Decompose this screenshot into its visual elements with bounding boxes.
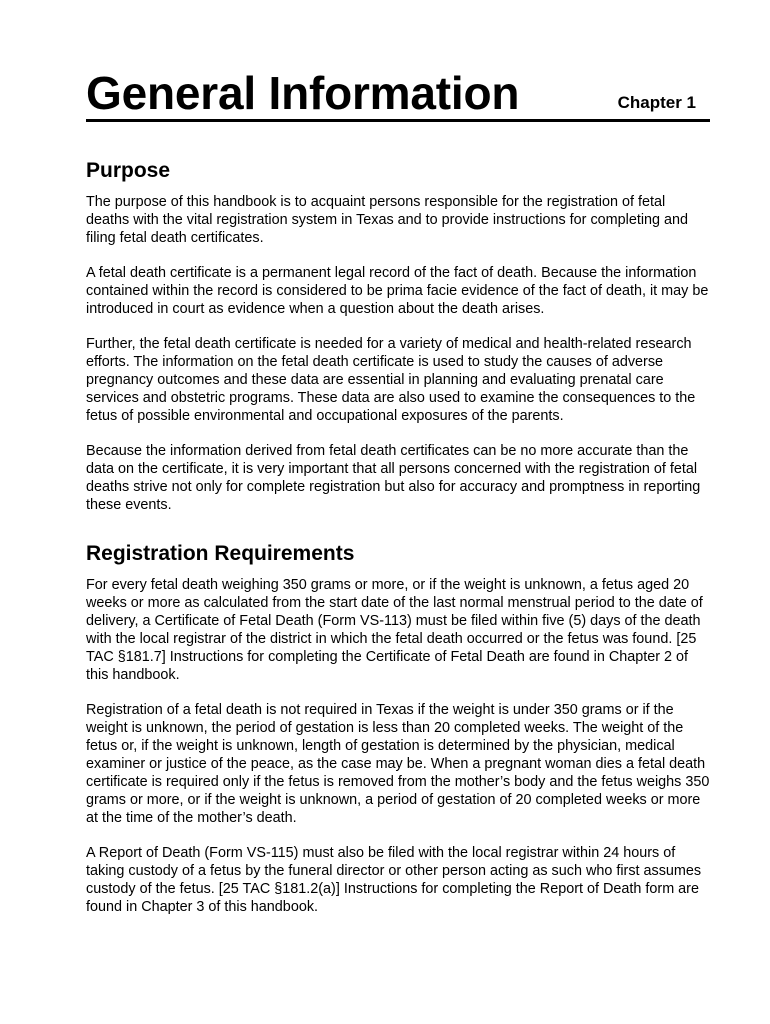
purpose-paragraph-4: Because the information derived from fetal death certificates can be no more accurate than the data on the certificate, it is very important that all persons concerned with the registration of fetal deaths strive not only for complete registration but also for accuracy and promptness in reporting these events. — [86, 443, 701, 513]
registration-paragraph-3: A Report of Death (Form VS-115) must also be filed with the local registrar within 24 hours of taking custody of a fetus by the funeral director or other person acting as such who first assumes custody of the fetus. [25 TAC §181.2(a)] Instructions for completing the Report of Death form are found in Chapter 3 of this handbook. — [86, 845, 702, 915]
document-page — [86, 0, 710, 933]
purpose-paragraph-2: A fetal death certificate is a permanent legal record of the fact of death. Because the information contained within the record is considered to be prima facie evidence of the fact of death, it may be introduced in court as evidence when a question about the death arises. — [86, 265, 709, 317]
purpose-section — [86, 158, 710, 514]
chapter-label: Chapter 1 — [617, 93, 696, 112]
page-title: General Information — [86, 67, 520, 119]
purpose-paragraph-1: The purpose of this handbook is to acquaint persons responsible for the registration of fetal deaths with the vital registration system in Texas and to provide instructions for completing and filing fetal death certificates. — [86, 194, 689, 246]
purpose-paragraph-3: Further, the fetal death certificate is needed for a variety of medical and health-related research efforts. The information on the fetal death certificate is used to study the causes of adverse pregnancy outcomes and these data are essential in planning and evaluating prenatal care services and obstetric programs. These data are also used to examine the consequences to the fetus of possible environmental and occupational exposures of the parents. — [86, 336, 696, 424]
registration-section — [86, 541, 710, 916]
registration-requirements-heading: Registration Requirements — [86, 542, 355, 565]
registration-paragraph-1: For every fetal death weighing 350 grams or more, or if the weight is unknown, a fetus aged 20 weeks or more as calculated from the start date of the last normal menstrual period to the date of delivery, a Certificate of Fetal Death (Form VS-113) must be filed within five (5) days of the death with the local registrar of the district in which the fetal death occurred or the fetus was found. [25 TAC §181.7] Instructions for completing the Certificate of Fetal Death are found in Chapter 2 of this handbook. — [86, 577, 703, 683]
registration-paragraph-2: Registration of a fetal death is not required in Texas if the weight is under 350 grams or if the weight is unknown, the period of gestation is less than 20 completed weeks. The weight of the fetus or, if the weight is unknown, length of gestation is determined by the physician, medical examiner or justice of the peace, as the case may be. When a pregnant woman dies a fetal death certificate is required only if the fetus is removed from the mother’s body and the fetus weighs 350 grams or more, or if the weight is unknown, a period of gestation of 20 completed weeks or more at the time of the mother’s death. — [86, 702, 710, 826]
page-header — [86, 0, 710, 122]
purpose-heading: Purpose — [86, 159, 171, 182]
